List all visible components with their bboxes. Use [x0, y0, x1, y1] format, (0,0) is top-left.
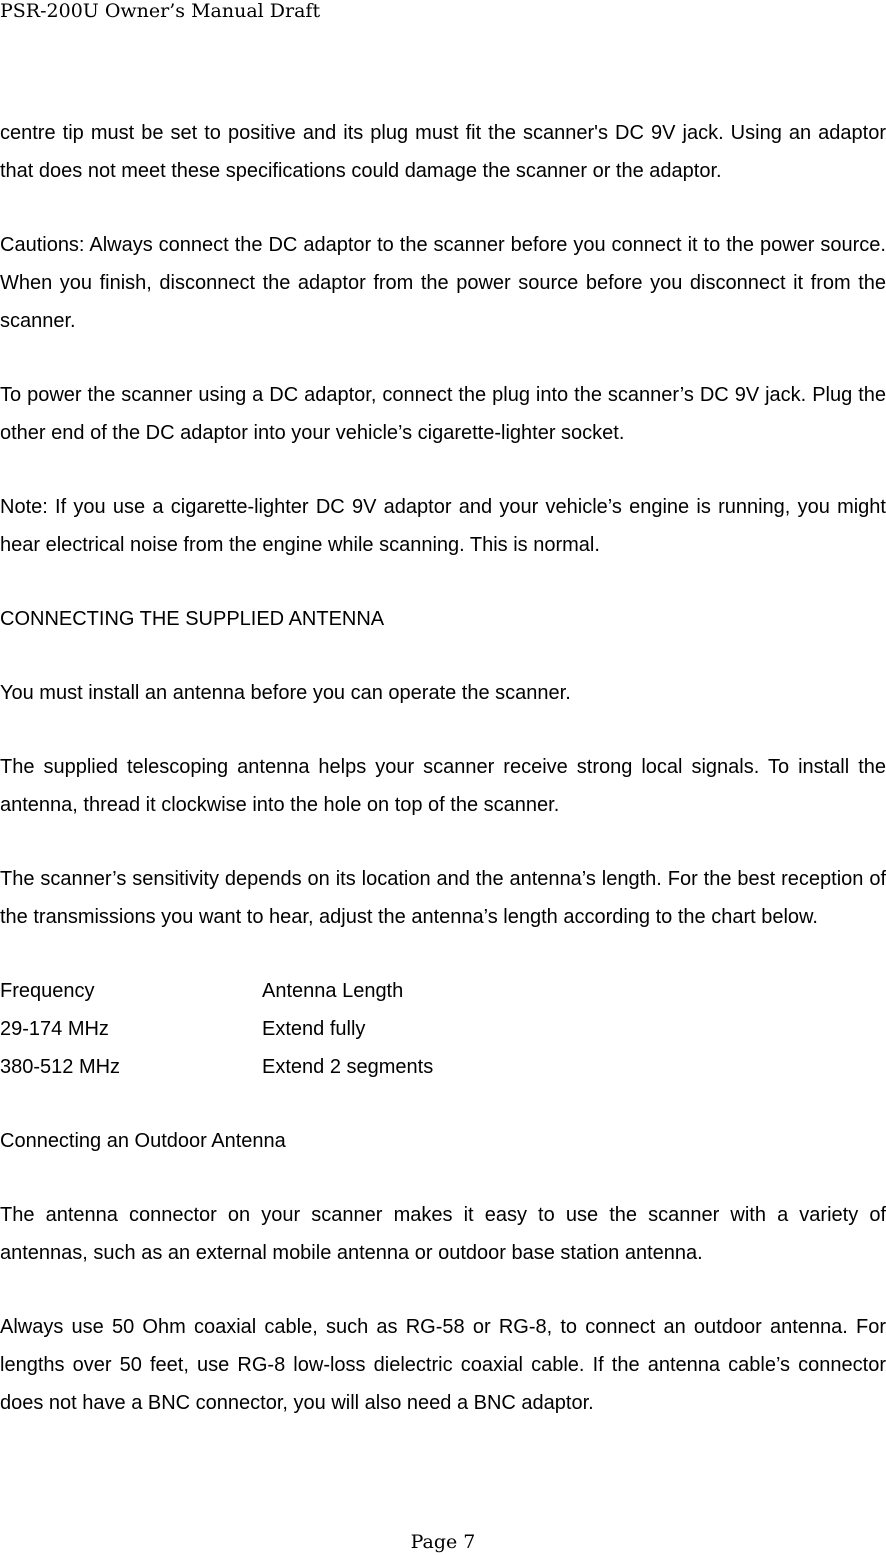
paragraph-install-antenna: You must install an antenna before you can operate the scanner.: [0, 682, 571, 704]
paragraph-telescoping-antenna: The supplied telescoping antenna helps your scanner receive strong local signals. To install the antenna, thread it clockwise into the hole on top of the scanner.: [0, 756, 886, 816]
paragraph-dc-power: To power the scanner using a DC adaptor, connect the plug into the scanner’s DC 9V jack. Plug the other end of the DC adaptor into your vehicle’s cigarette-lighter socket.: [0, 384, 886, 444]
paragraph-coaxial-cable: Always use 50 Ohm coaxial cable, such as RG-58 or RG-8, to connect an outdoor antenna. For lengths over 50 feet, use RG-8 low-loss dielectric coaxial cable. If the antenna cable’s connector does not have a BNC connector, you will also need a BNC adaptor.: [0, 1316, 886, 1414]
paragraph-cautions: Cautions: Always connect the DC adaptor to the scanner before you connect it to the power source. When you finish, disconnect the adaptor from the power source before you disconnect it from the scanner.: [0, 234, 886, 332]
table-header-row: [0, 972, 886, 1010]
running-header: PSR-200U Owner’s Manual Draft: [0, 0, 321, 22]
paragraph-antenna-connector: The antenna connector on your scanner makes it easy to use the scanner with a variety of antennas, such as an external mobile antenna or outdoor base station antenna.: [0, 1204, 886, 1264]
table-row: [0, 1010, 886, 1048]
column-header-antenna-length: Antenna Length: [262, 980, 404, 1002]
paragraph-adaptor-spec: centre tip must be set to positive and its plug must fit the scanner's DC 9V jack. Using an adaptor that does not meet these specifications could damage the scanner or the adaptor.: [0, 122, 886, 182]
table-cell-frequency: 380-512 MHz: [0, 1056, 121, 1078]
table-cell-frequency: 29-174 MHz: [0, 1018, 109, 1040]
antenna-length-table: [0, 972, 886, 1086]
section-heading-outdoor-antenna: Connecting an Outdoor Antenna: [0, 1130, 286, 1152]
section-heading-supplied-antenna: CONNECTING THE SUPPLIED ANTENNA: [0, 608, 385, 630]
table-row: [0, 1048, 886, 1086]
paragraph-note-noise: Note: If you use a cigarette-lighter DC 9V adaptor and your vehicle’s engine is running, you might hear electrical noise from the engine while scanning. This is normal.: [0, 496, 886, 556]
page-number: Page 7: [410, 1531, 476, 1553]
table-cell-antenna-length: Extend 2 segments: [262, 1056, 434, 1078]
table-cell-antenna-length: Extend fully: [262, 1018, 366, 1040]
manual-body: [0, 114, 886, 1422]
column-header-frequency: Frequency: [0, 980, 95, 1002]
paragraph-sensitivity: The scanner’s sensitivity depends on its location and the antenna’s length. For the best reception of the transmissions you want to hear, adjust the antenna’s length according to the chart below.: [0, 868, 886, 928]
